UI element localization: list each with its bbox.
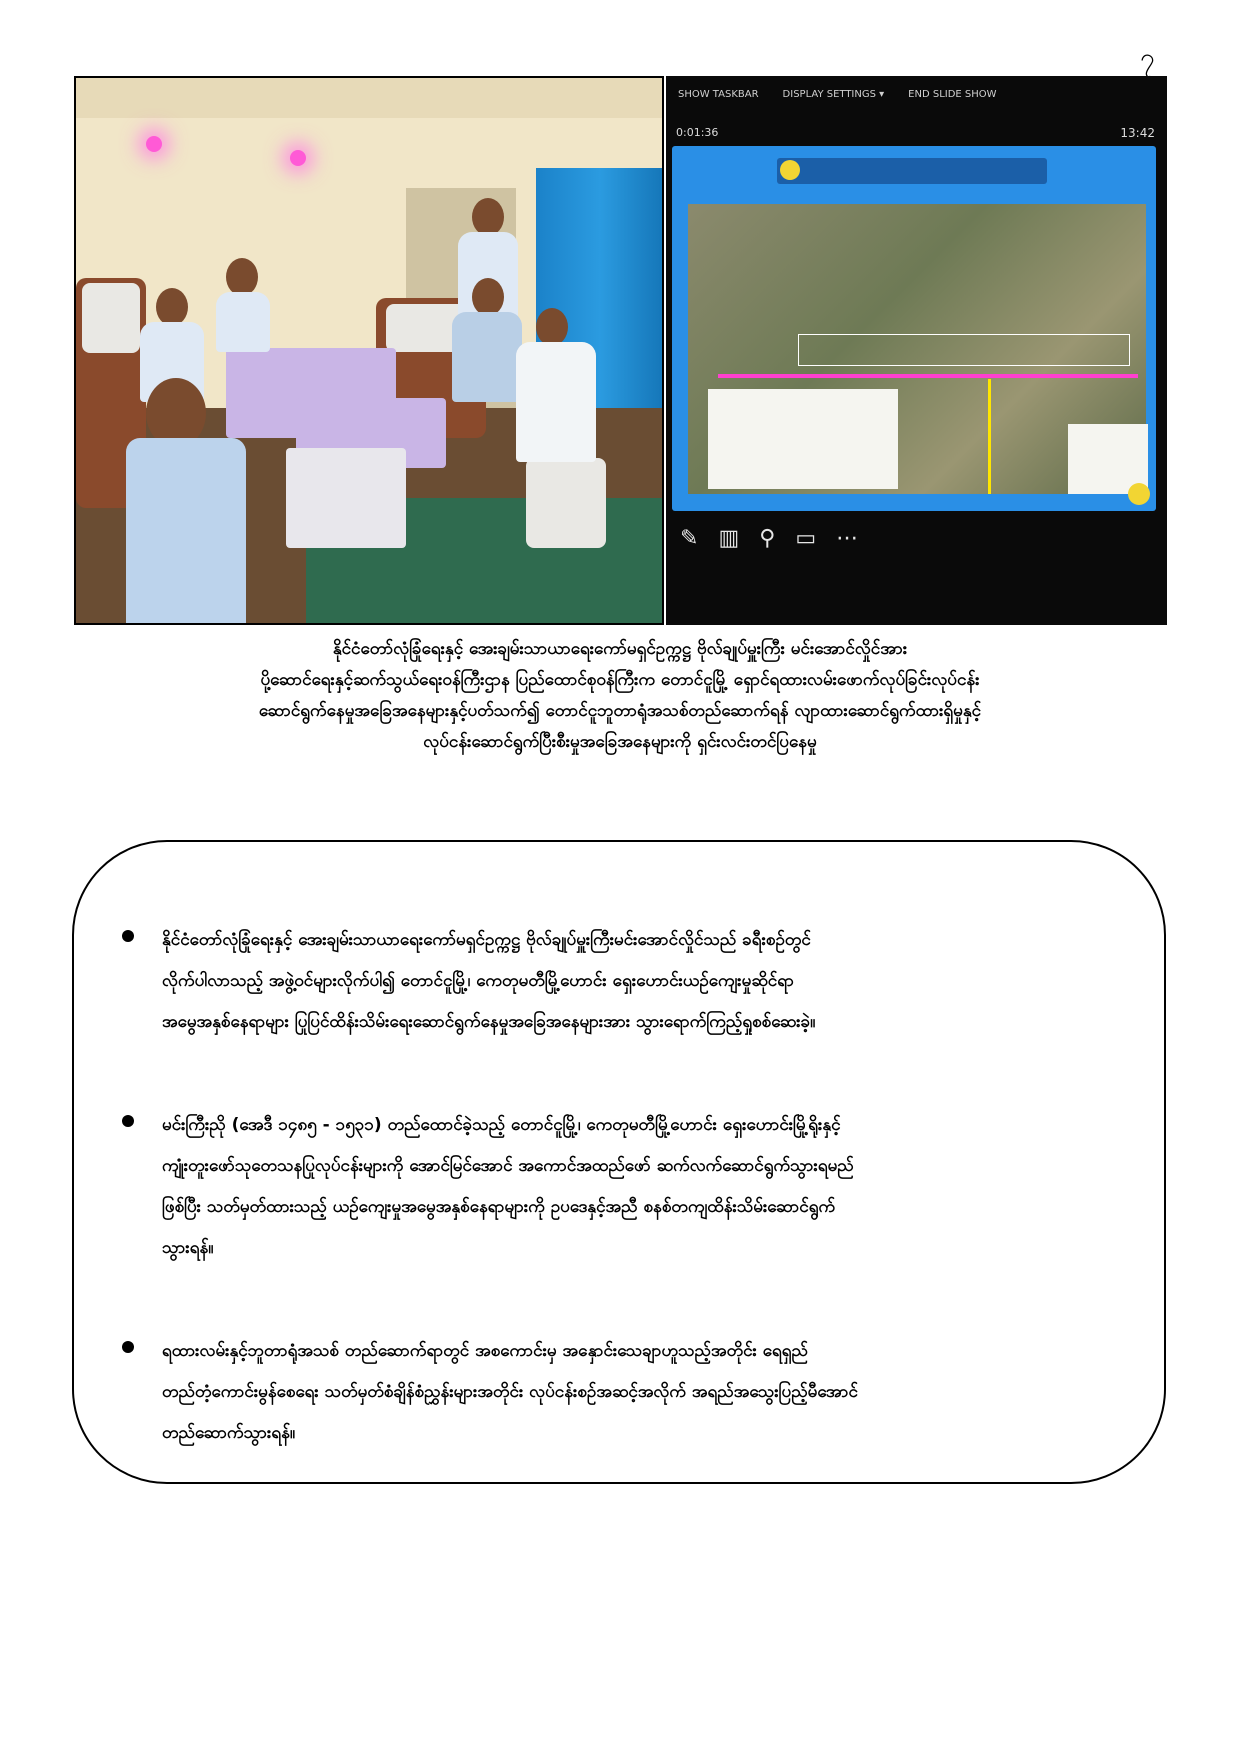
caption-line: လုပ်ငန်းဆောင်ရွက်ပြီးစီးမှုအခြေအနေများကို ရှင်းလင်းတင်ပြနေမှု	[423, 732, 817, 752]
bullet-dot-icon	[122, 1115, 134, 1127]
bullet-line: မင်းကြီးညို (အေဒီ ၁၄၈၅ - ၁၅၃၁) တည်ထောင်ခဲ့သည့် တောင်ငူမြို့၊ ကေတုမတီမြို့ဟောင်း ရှေးဟောင်းမြို့ရိုးနှင့်	[162, 1115, 841, 1135]
screen-icon: ▭	[795, 526, 817, 551]
bullet-line: တည်ဆောက်သွားရန်။	[162, 1423, 296, 1443]
caption-line: နိုင်ငံတော်လုံခြုံရေးနှင့် အေးချမ်းသာယာရေးကော်မရှင်ဥက္ကဋ္ဌ ဗိုလ်ချုပ်မှူးကြီး မင်းအောင်လှိုင်အား	[332, 639, 908, 659]
bullet-dot-icon	[122, 930, 134, 942]
slideshow-taskbar	[666, 76, 1167, 112]
photo-caption	[120, 634, 1120, 758]
zoom-icon: ⚲	[759, 526, 776, 551]
bullet-line: ကျုံးတူးဖော်သုတေသနပြုလုပ်ငန်းများကို အောင်မြင်အောင် အကောင်အထည်ဖော် ဆက်လက်ဆောင်ရွက်သွားရမည်	[162, 1156, 854, 1176]
caption-line: ဆောင်ရွက်နေမှုအခြေအနေများနှင့်ပတ်သက်၍ တောင်ငူဘူတာရုံအသစ်တည်ဆောက်ရန် လျာထားဆောင်ရွက်ထားရှိမှုနှင့်	[258, 701, 982, 721]
slide-table	[708, 389, 898, 489]
more-icon: ⋯	[836, 526, 859, 551]
bullet-line: တည်တံ့ကောင်းမွန်စေရေး သတ်မှတ်စံချိန်စံညွှန်းများအတိုင်း လုပ်ငန်းစဉ်အဆင့်အလိုက် အရည်အသွေးပြည့်မီအောင်	[162, 1382, 858, 1402]
page-number: ၇	[1140, 43, 1155, 73]
slide	[672, 146, 1156, 511]
bullet-line: ဖြစ်ပြီး သတ်မှတ်ထားသည့် ယဉ်ကျေးမှုအမွေအနှစ်နေရာများကို ဥပဒေနှင့်အညီ စနစ်တကျထိန်းသိမ်းဆောင်ရွက်	[162, 1197, 836, 1217]
meeting-room-photo	[74, 76, 664, 625]
slide-number-badge	[1128, 483, 1150, 505]
station-outline	[798, 334, 1130, 366]
slide-logo-icon	[780, 160, 800, 180]
pen-icon: ✎	[680, 526, 699, 551]
satellite-map	[688, 204, 1146, 494]
tea-table	[286, 448, 406, 548]
slideshow-clock: 13:42	[1120, 126, 1155, 140]
wall-lamp-icon	[290, 150, 306, 166]
caption-line: ပို့ဆောင်ရေးနှင့်ဆက်သွယ်ရေးဝန်ကြီးဌာန ပြည်ထောင်စုဝန်ကြီးက တောင်ငူမြို့ ရှောင်ရထားလမ်းဖောက်လုပ်ခြင်းလုပ်ငန်း	[260, 670, 980, 690]
bullet-item	[122, 1331, 1122, 1454]
slide-title-bar	[777, 158, 1047, 184]
taskbar-item: SHOW TASKBAR	[678, 88, 759, 100]
taskbar-item: END SLIDE SHOW	[908, 88, 997, 100]
bullet-box	[72, 840, 1166, 1484]
slideshow-tools	[680, 526, 858, 551]
bullet-item	[122, 1105, 1122, 1269]
wall-lamp-icon	[146, 136, 162, 152]
lace-cover	[82, 283, 140, 353]
bullet-line: ရထားလမ်းနှင့်ဘူတာရုံအသစ် တည်ဆောက်ရာတွင် အစကောင်းမှ အနှောင်းသေချာဟူသည့်အတိုင်း ရေရှည်	[162, 1341, 808, 1361]
road-line	[988, 379, 991, 494]
bullet-line: သွားရန်။	[162, 1238, 214, 1258]
bullet-item	[122, 920, 1122, 1043]
rail-line	[718, 374, 1138, 378]
bullet-dot-icon	[122, 1341, 134, 1353]
side-table	[526, 458, 606, 548]
bullet-line: အမွေအနှစ်နေရာများ ပြုပြင်ထိန်းသိမ်းရေးဆောင်ရွက်နေမှုအခြေအနေများအား သွားရောက်ကြည့်ရှုစစ်ဆေးခဲ့။	[162, 1012, 816, 1032]
taskbar-item: DISPLAY SETTINGS ▾	[782, 88, 885, 100]
slides-icon: ▥	[718, 526, 740, 551]
ceiling	[76, 78, 662, 118]
bullet-line: နိုင်ငံတော်လုံခြုံရေးနှင့် အေးချမ်းသာယာရေးကော်မရှင်ဥက္ကဋ္ဌ ဗိုလ်ချုပ်မှူးကြီးမင်းအောင်လှိုင်သည် ခရီးစဉ်တွင်	[162, 930, 811, 950]
slideshow-timer: 0:01:36	[676, 126, 719, 139]
bullet-line: လိုက်ပါလာသည့် အဖွဲ့ဝင်များလိုက်ပါ၍ တောင်ငူမြို့၊ ကေတုမတီမြို့ဟောင်း ရှေးဟောင်းယဉ်ကျေးမှုဆိုင်ရာ	[162, 971, 794, 991]
presentation-screen-photo	[666, 76, 1167, 625]
photo-row	[74, 76, 1167, 625]
